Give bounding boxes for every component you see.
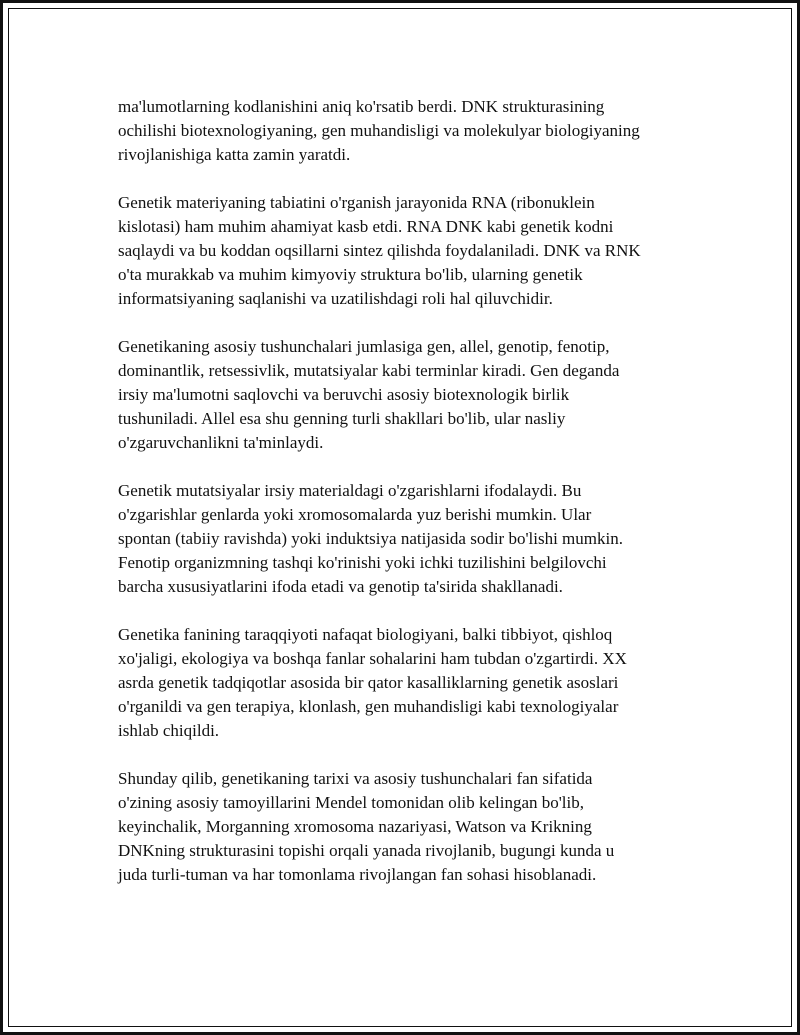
paragraph-mutations: Genetik mutatsiyalar irsiy materialdagi o'zgarishlarni ifodalaydi. Bu o'zgarishlar genlarda yoki xromosomalarda yuz berishi mumkin. Ular spontan (tabiiy ravishda) yoki induktsiya natijasida sodir bo'lishi mumkin. Fenotip organizmning tashqi ko'rinishi yoki ichki tuzilishini belgilovchi barcha xususiyatlarini ifoda etadi va genotip ta'sirida shakllanadi. bbox=[118, 481, 623, 596]
paragraph-dna-structure: ma'lumotlarning kodlanishini aniq ko'rsatib berdi. DNK strukturasining ochilishi biotexnologiyaning, gen muhandisligi va molekulyar biologiyaning rivojlanishiga katta zamin yaratdi. bbox=[118, 97, 640, 164]
paragraph-rna: Genetik materiyaning tabiatini o'rganish jarayonida RNA (ribonuklein kislotasi) ham muhim ahamiyat kasb etdi. RNA DNK kabi genetik kodni saqlaydi va bu koddan oqsillarni sintez qilishda foydalaniladi. DNK va RNK o'ta murakkab va muhim kimyoviy struktura bo'lib, ularning genetik informatsiyaning saqlanishi va uzatilishdagi roli hal qiluvchidir. bbox=[118, 193, 641, 308]
paragraph-genetics-progress: Genetika fanining taraqqiyoti nafaqat biologiyani, balki tibbiyot, qishloq xo'jaligi, ekologiya va boshqa fanlar sohalarini ham tubdan o'zgartirdi. XX asrda genetik tadqiqotlar asosida bir qator kasalliklarning genetik asoslari o'rganildi va gen terapiya, klonlash, gen muhandisligi kabi texnologiyalar ishlab chiqildi. bbox=[118, 625, 627, 740]
document-body bbox=[118, 95, 693, 887]
paragraph-conclusion: Shunday qilib, genetikaning tarixi va asosiy tushunchalari fan sifatida o'zining asosiy tamoyillarini Mendel tomonidan olib kelingan bo'lib, keyinchalik, Morganning xromosoma nazariyasi, Watson va Krikning DNKning strukturasini topishi orqali yanada rivojlanib, bugungi kunda u juda turli-tuman va har tomonlama rivojlangan fan sohasi hisoblanadi. bbox=[118, 769, 615, 884]
paragraph-basic-concepts: Genetikaning asosiy tushunchalari jumlasiga gen, allel, genotip, fenotip, dominantlik, retsessivlik, mutatsiyalar kabi terminlar kiradi. Gen deganda irsiy ma'lumotni saqlovchi va beruvchi asosiy biotexnologik birlik tushuniladi. Allel esa shu genning turli shakllari bo'lib, ular nasliy o'zgaruvchanlikni ta'minlaydi. bbox=[118, 337, 620, 452]
